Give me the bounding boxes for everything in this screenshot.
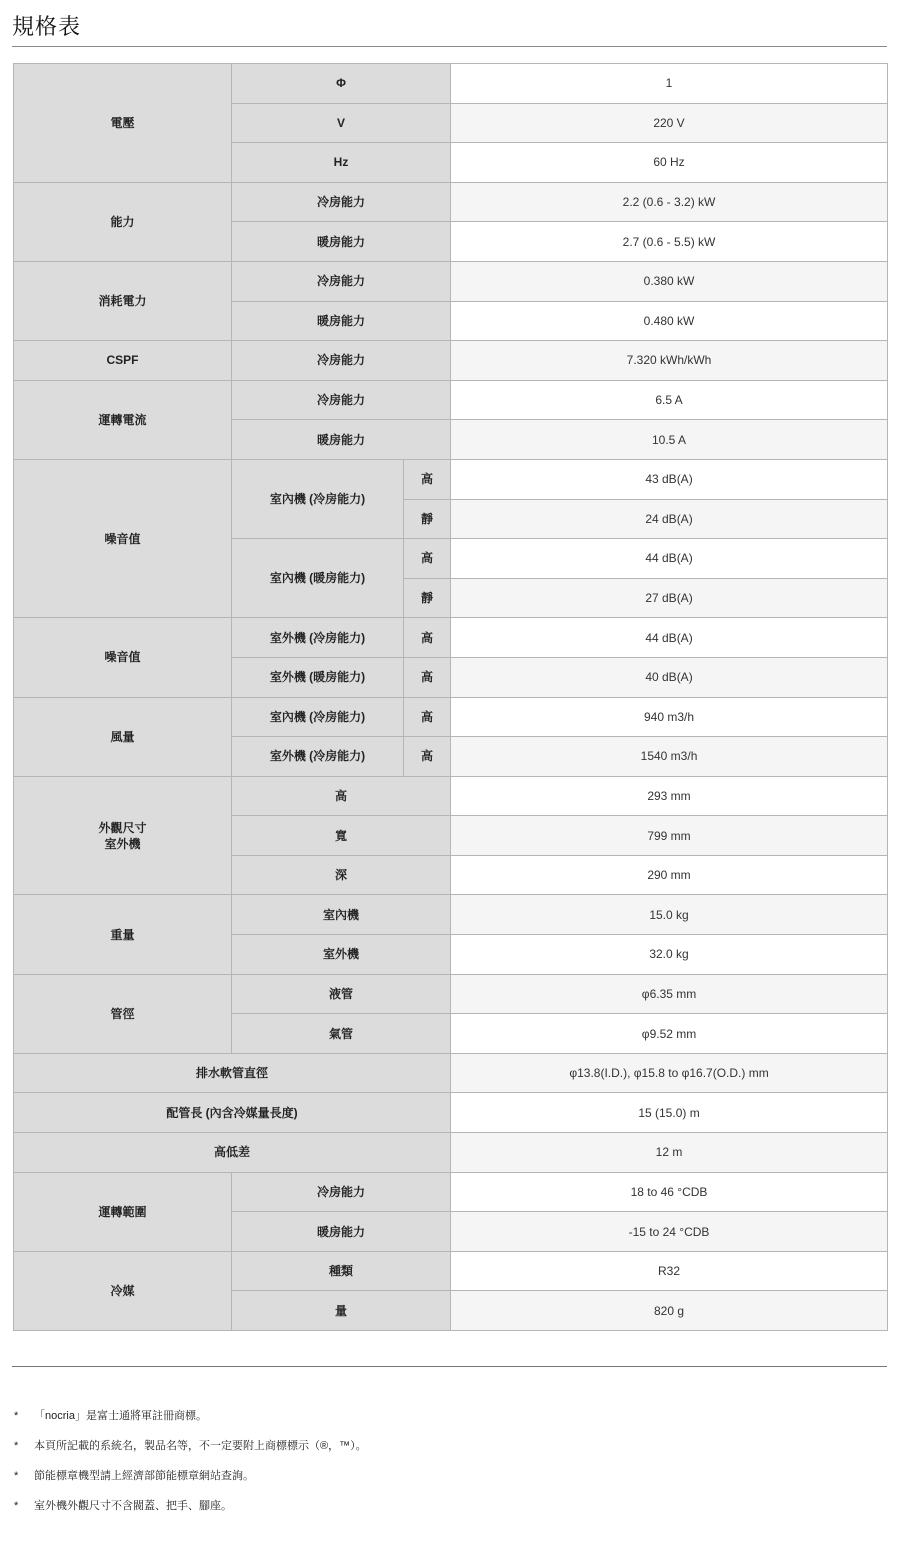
table-row bbox=[14, 341, 888, 381]
row-label: 氣管 bbox=[232, 1014, 451, 1054]
category-cspf: CSPF bbox=[14, 341, 232, 381]
category-drain: 排水軟管直徑 bbox=[14, 1053, 451, 1093]
row-label: Φ bbox=[232, 64, 451, 104]
notes-divider bbox=[12, 1366, 887, 1367]
table-row bbox=[14, 1251, 888, 1291]
note-text: 「nocria」是富士通將軍註冊商標。 bbox=[34, 1410, 207, 1422]
row-label: 室外機 (冷房能力) bbox=[232, 618, 404, 658]
note-text: 節能標章機型請上經濟部節能標章網站查詢。 bbox=[34, 1470, 254, 1482]
row-value: 799 mm bbox=[451, 816, 888, 856]
row-value: 220 V bbox=[451, 103, 888, 143]
row-value: 24 dB(A) bbox=[451, 499, 888, 539]
category-capacity: 能力 bbox=[14, 182, 232, 261]
row-value: 290 mm bbox=[451, 855, 888, 895]
row-value: 1 bbox=[451, 64, 888, 104]
group-label: 室內機 (暖房能力) bbox=[232, 539, 404, 618]
row-value: φ13.8(I.D.), φ15.8 to φ16.7(O.D.) mm bbox=[451, 1053, 888, 1093]
category-refrigerant: 冷媒 bbox=[14, 1251, 232, 1330]
level-label: 高 bbox=[404, 459, 451, 499]
category-dimensions bbox=[14, 776, 232, 895]
note-bullet: * bbox=[14, 1470, 19, 1482]
row-value: 293 mm bbox=[451, 776, 888, 816]
row-label: 暖房能力 bbox=[232, 1212, 451, 1252]
row-value: 0.380 kW bbox=[451, 261, 888, 301]
row-label: 高 bbox=[232, 776, 451, 816]
list-item bbox=[14, 1436, 884, 1466]
note-bullet: * bbox=[14, 1410, 19, 1422]
table-row bbox=[14, 261, 888, 301]
category-airflow: 風量 bbox=[14, 697, 232, 776]
level-label: 靜 bbox=[404, 578, 451, 618]
page-title: 規格表 bbox=[12, 14, 82, 39]
row-label: 量 bbox=[232, 1291, 451, 1331]
list-item bbox=[14, 1496, 884, 1526]
row-label: 寬 bbox=[232, 816, 451, 856]
row-label: 冷房能力 bbox=[232, 380, 451, 420]
category-voltage: 電壓 bbox=[14, 64, 232, 183]
category-current: 運轉電流 bbox=[14, 380, 232, 459]
row-value: φ6.35 mm bbox=[451, 974, 888, 1014]
row-value: 43 dB(A) bbox=[451, 459, 888, 499]
title-divider bbox=[12, 46, 887, 47]
row-value: 6.5 A bbox=[451, 380, 888, 420]
table-row bbox=[14, 974, 888, 1014]
row-label: 暖房能力 bbox=[232, 420, 451, 460]
row-value: φ9.52 mm bbox=[451, 1014, 888, 1054]
category-sublabel: 室外機 bbox=[104, 836, 141, 851]
row-label: 暖房能力 bbox=[232, 222, 451, 262]
category-range: 運轉範圍 bbox=[14, 1172, 232, 1251]
table-row bbox=[14, 895, 888, 935]
row-label: 室內機 bbox=[232, 895, 451, 935]
category-pipe-length: 配管長 (內含冷媒量長度) bbox=[14, 1093, 451, 1133]
row-label: Hz bbox=[232, 143, 451, 183]
row-value: 1540 m3/h bbox=[451, 737, 888, 777]
level-label: 靜 bbox=[404, 499, 451, 539]
row-label: 液管 bbox=[232, 974, 451, 1014]
table-row bbox=[14, 182, 888, 222]
row-label: 冷房能力 bbox=[232, 182, 451, 222]
row-label: 冷房能力 bbox=[232, 261, 451, 301]
row-label: 種類 bbox=[232, 1251, 451, 1291]
row-value: 18 to 46 °CDB bbox=[451, 1172, 888, 1212]
table-row bbox=[14, 1093, 888, 1133]
table-row bbox=[14, 380, 888, 420]
row-value: 44 dB(A) bbox=[451, 618, 888, 658]
row-value: 12 m bbox=[451, 1133, 888, 1173]
row-value: -15 to 24 °CDB bbox=[451, 1212, 888, 1252]
row-label: 室外機 (冷房能力) bbox=[232, 737, 404, 777]
row-label: 暖房能力 bbox=[232, 301, 451, 341]
table-row bbox=[14, 64, 888, 104]
level-label: 高 bbox=[404, 539, 451, 579]
note-text: 室外機外觀尺寸不含閥蓋、把手、腳座。 bbox=[34, 1500, 232, 1512]
row-value: 820 g bbox=[451, 1291, 888, 1331]
row-value: 2.7 (0.6 - 5.5) kW bbox=[451, 222, 888, 262]
row-label: V bbox=[232, 103, 451, 143]
category-noise-indoor: 噪音值 bbox=[14, 459, 232, 617]
row-value: 0.480 kW bbox=[451, 301, 888, 341]
row-value: 27 dB(A) bbox=[451, 578, 888, 618]
row-value: 940 m3/h bbox=[451, 697, 888, 737]
row-value: 15.0 kg bbox=[451, 895, 888, 935]
row-value: 44 dB(A) bbox=[451, 539, 888, 579]
level-label: 高 bbox=[404, 737, 451, 777]
table-row bbox=[14, 1053, 888, 1093]
list-item bbox=[14, 1406, 884, 1436]
level-label: 高 bbox=[404, 618, 451, 658]
notes-list bbox=[14, 1406, 884, 1526]
spec-table bbox=[13, 63, 888, 1331]
row-label: 室外機 (暖房能力) bbox=[232, 657, 404, 697]
table-row bbox=[14, 697, 888, 737]
group-label: 室內機 (冷房能力) bbox=[232, 459, 404, 538]
row-label: 冷房能力 bbox=[232, 341, 451, 381]
category-height-diff: 高低差 bbox=[14, 1133, 451, 1173]
level-label: 高 bbox=[404, 657, 451, 697]
category-label: 外觀尺寸 bbox=[98, 820, 147, 835]
note-text: 本頁所記載的系統名，製品名等，不一定要附上商標標示（®，™）。 bbox=[34, 1440, 367, 1452]
table-row bbox=[14, 776, 888, 816]
table-row bbox=[14, 618, 888, 658]
row-label: 室內機 (冷房能力) bbox=[232, 697, 404, 737]
note-bullet: * bbox=[14, 1440, 19, 1452]
note-bullet: * bbox=[14, 1500, 19, 1512]
row-value: R32 bbox=[451, 1251, 888, 1291]
table-row bbox=[14, 1172, 888, 1212]
row-label: 室外機 bbox=[232, 935, 451, 975]
table-row bbox=[14, 459, 888, 499]
level-label: 高 bbox=[404, 697, 451, 737]
row-value: 7.320 kWh/kWh bbox=[451, 341, 888, 381]
row-value: 40 dB(A) bbox=[451, 657, 888, 697]
category-power: 消耗電力 bbox=[14, 261, 232, 340]
row-value: 32.0 kg bbox=[451, 935, 888, 975]
table-row bbox=[14, 1133, 888, 1173]
category-weight: 重量 bbox=[14, 895, 232, 974]
row-value: 10.5 A bbox=[451, 420, 888, 460]
row-label: 冷房能力 bbox=[232, 1172, 451, 1212]
list-item bbox=[14, 1466, 884, 1496]
category-noise-outdoor: 噪音值 bbox=[14, 618, 232, 697]
row-value: 15 (15.0) m bbox=[451, 1093, 888, 1133]
row-value: 60 Hz bbox=[451, 143, 888, 183]
row-value: 2.2 (0.6 - 3.2) kW bbox=[451, 182, 888, 222]
category-pipe: 管徑 bbox=[14, 974, 232, 1053]
row-label: 深 bbox=[232, 855, 451, 895]
